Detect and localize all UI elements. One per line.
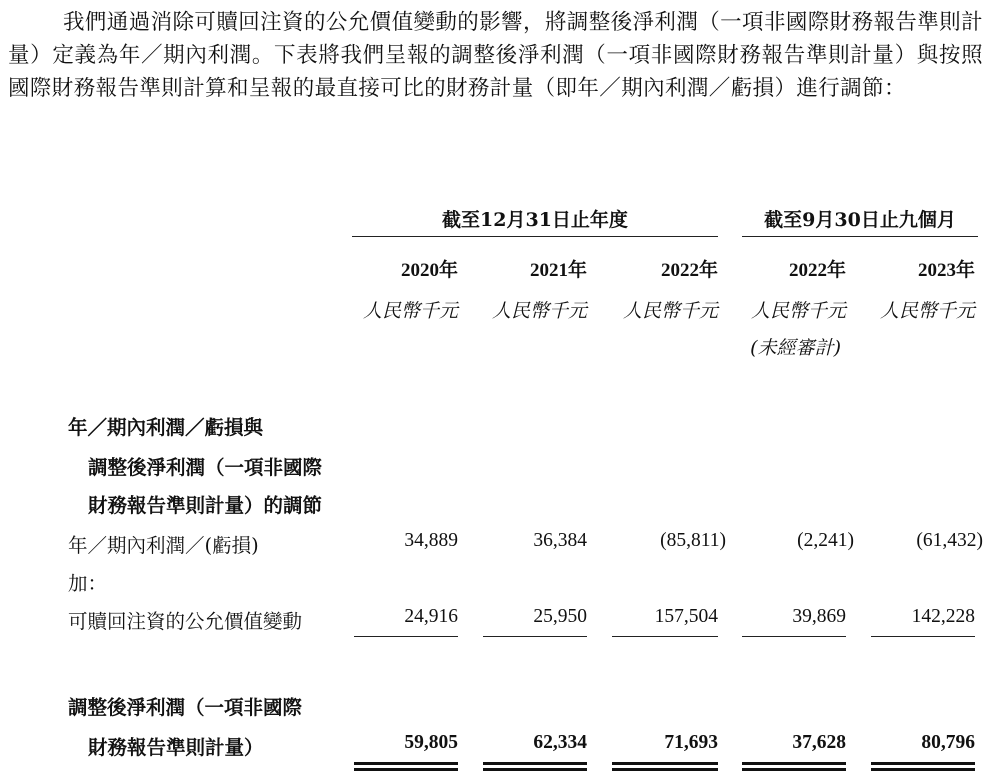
table-cell: 157,504 [654, 606, 718, 627]
group-header-nine-months-rule [742, 236, 978, 237]
year-header: 2020年 [400, 260, 458, 281]
table-cell: 142,228 [911, 606, 975, 627]
unit-label: 人民幣千元 [879, 300, 975, 322]
unit-label: 人民幣千元 [491, 300, 587, 322]
table-cell: (61,432) [916, 530, 983, 551]
unaudited-note: (未經審計) [750, 337, 841, 359]
intro-paragraph: 我們通過消除可贖回注資的公允價值變動的影響，將調整後淨利潤（一項非國際財務報告準則計量）定義為年／期內利潤。下表將我們呈報的調整後淨利潤（一項非國際財務報告準則計量）與按照國際財務報告準則計算和呈報的最直接可比的財務計量（即年／期內利潤／虧損）進行調節： [8, 10, 983, 101]
total-cell: 71,693 [664, 732, 718, 753]
group-header-nine-months: 截至9月30日止九個月 [764, 209, 956, 231]
group-header-annual-rule [352, 236, 718, 237]
row-label-fair-value-change: 可贖回注資的公允價值變動 [68, 610, 303, 633]
total-double-rule [612, 762, 718, 771]
subtotal-rule [871, 636, 975, 637]
table-cell: 25,950 [533, 606, 587, 627]
subtotal-rule [612, 636, 718, 637]
total-cell: 62,334 [533, 732, 587, 753]
section-title-line: 年／期內利潤／虧損與 [68, 416, 264, 439]
table-cell: (2,241) [797, 530, 854, 551]
total-label-line: 調整後淨利潤（一項非國際 [68, 696, 303, 719]
row-label-add: 加： [68, 572, 108, 595]
table-cell: (85,811) [660, 530, 726, 551]
total-cell: 37,628 [792, 732, 846, 753]
subtotal-rule [483, 636, 587, 637]
unit-label: 人民幣千元 [622, 300, 718, 322]
year-header: 2023年 [917, 260, 975, 281]
unit-label: 人民幣千元 [362, 300, 458, 322]
section-title-line: 財務報告準則計量）的調節 [88, 494, 323, 517]
total-double-rule [483, 762, 587, 771]
table-cell: 24,916 [404, 606, 458, 627]
year-header: 2022年 [788, 260, 846, 281]
row-label-profit-loss: 年／期內利潤／(虧損) [68, 534, 259, 557]
unit-label: 人民幣千元 [750, 300, 846, 322]
subtotal-rule [742, 636, 846, 637]
section-title-line: 調整後淨利潤（一項非國際 [88, 456, 323, 479]
year-header: 2022年 [660, 260, 718, 281]
group-header-annual: 截至12月31日止年度 [442, 209, 628, 231]
total-double-rule [742, 762, 846, 771]
table-cell: 34,889 [404, 530, 458, 551]
year-header: 2021年 [529, 260, 587, 281]
total-label-line: 財務報告準則計量） [88, 736, 264, 759]
table-cell: 39,869 [792, 606, 846, 627]
table-cell: 36,384 [533, 530, 587, 551]
total-cell: 59,805 [404, 732, 458, 753]
subtotal-rule [354, 636, 458, 637]
total-cell: 80,796 [921, 732, 975, 753]
total-double-rule [354, 762, 458, 771]
total-double-rule [871, 762, 975, 771]
